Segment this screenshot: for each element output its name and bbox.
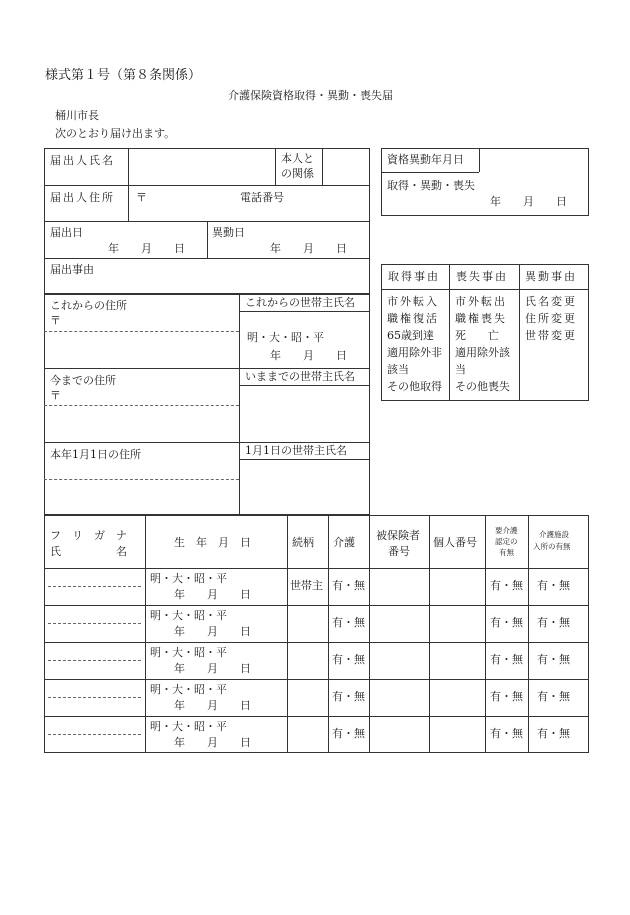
change-date-label: 異動日 (212, 226, 245, 239)
reason-header-change: 異動事由 (525, 270, 577, 283)
member-cert[interactable]: 有・無 (490, 653, 523, 666)
member-facility[interactable]: 有・無 (537, 727, 570, 740)
addressee: 桶川市長 (55, 109, 99, 122)
header-facility-line1: 介護施設 (539, 530, 569, 539)
phone-label: 電話番号 (240, 191, 284, 204)
acquire-reason-item[interactable]: その他取得 (387, 380, 442, 393)
member-birth-era[interactable]: 明・大・昭・平 (150, 572, 227, 585)
member-facility[interactable]: 有・無 (537, 579, 570, 592)
intro-text: 次のとおり届け出ます。 (55, 127, 176, 140)
jan-address-label: 本年1月1日の住所 (50, 448, 141, 461)
new-address-label: これからの住所 (50, 299, 127, 312)
member-birth-ymd[interactable]: 年 月 日 (174, 699, 251, 712)
acquire-reason-item[interactable]: 職権復活 (387, 312, 439, 325)
new-head-label: これからの世帯主氏名 (245, 296, 355, 309)
loss-reason-item[interactable]: 当 (455, 363, 466, 376)
relation-field[interactable] (324, 150, 368, 183)
applicant-address-field[interactable] (150, 187, 368, 219)
postal-mark: 〒 (50, 389, 61, 402)
member-relation: 世帯主 (290, 579, 323, 592)
member-cert[interactable]: 有・無 (490, 579, 523, 592)
member-care[interactable]: 有・無 (332, 727, 365, 740)
acquire-reason-item[interactable]: 該当 (387, 363, 409, 376)
header-name: 氏 名 (50, 545, 127, 558)
member-facility[interactable]: 有・無 (537, 690, 570, 703)
member-birth-ymd[interactable]: 年 月 日 (174, 736, 251, 749)
member-birth-era[interactable]: 明・大・昭・平 (150, 683, 227, 696)
member-birth-era[interactable]: 明・大・昭・平 (150, 609, 227, 622)
prev-address-field[interactable] (64, 387, 236, 440)
new-address-field[interactable] (64, 312, 236, 366)
acquire-reason-item[interactable]: 市外転入 (387, 295, 439, 308)
relation-label-line2: の関係 (281, 167, 314, 180)
header-care: 介護 (333, 536, 355, 549)
reason-label: 届出事由 (50, 263, 94, 276)
filing-date-label: 届出日 (50, 226, 83, 239)
member-care[interactable]: 有・無 (332, 690, 365, 703)
change-reason-item[interactable]: 世帯変更 (525, 329, 577, 342)
change-date-ymd[interactable]: 年 月 日 (270, 242, 347, 255)
member-cert[interactable]: 有・無 (490, 616, 523, 629)
postal-mark: 〒 (136, 191, 147, 204)
loss-reason-item[interactable]: 職権喪失 (455, 312, 507, 325)
jan-address-field[interactable] (46, 463, 236, 513)
member-birth-era[interactable]: 明・大・昭・平 (150, 646, 227, 659)
loss-reason-item[interactable]: 市外転出 (455, 295, 507, 308)
member-birth-era[interactable]: 明・大・昭・平 (150, 720, 227, 733)
jan-head-field[interactable] (241, 461, 368, 513)
loss-reason-item[interactable]: 適用除外該 (455, 346, 510, 359)
member-birth-ymd[interactable]: 年 月 日 (174, 625, 251, 638)
applicant-name-field[interactable] (130, 150, 273, 183)
filing-date-ymd[interactable]: 年 月 日 (108, 242, 185, 255)
qualification-type-label[interactable]: 取得・異動・喪失 (387, 179, 475, 192)
member-care[interactable]: 有・無 (332, 653, 365, 666)
header-cert-line2: 認定の (495, 537, 518, 546)
applicant-address-label: 届出人住所 (50, 191, 115, 204)
change-reason-item[interactable]: 住所変更 (525, 312, 577, 325)
member-birth-ymd[interactable]: 年 月 日 (174, 588, 251, 601)
applicant-name-label: 届出人氏名 (50, 154, 115, 167)
header-cert-line3: 有無 (499, 548, 514, 557)
relation-label-line1: 本人と (281, 152, 314, 165)
header-facility-line2: 入所の有無 (533, 542, 571, 551)
prev-head-field[interactable] (241, 387, 368, 440)
member-birth-ymd[interactable]: 年 月 日 (174, 662, 251, 675)
qualification-date-label: 資格異動年月日 (387, 153, 464, 166)
member-care[interactable]: 有・無 (332, 616, 365, 629)
form-number: 様式第１号（第８条関係） (45, 68, 202, 83)
header-cert-line1: 要介護 (495, 526, 518, 535)
header-insured-line2: 番号 (388, 545, 410, 558)
acquire-reason-item[interactable]: 65歳到達 (387, 329, 434, 342)
acquire-reason-item[interactable]: 適用除外非 (387, 346, 442, 359)
jan-head-label: 1月1日の世帯主氏名 (245, 444, 347, 457)
header-furigana: フ リ ガ ナ (50, 529, 127, 542)
prev-head-label: いままでの世帯主氏名 (245, 370, 355, 383)
loss-reason-item[interactable]: 死 亡 (455, 329, 499, 342)
member-facility[interactable]: 有・無 (537, 616, 570, 629)
qualification-ymd[interactable]: 年 月 日 (490, 195, 567, 208)
member-cert[interactable]: 有・無 (490, 727, 523, 740)
prev-address-label: 今までの住所 (50, 374, 116, 387)
form-title: 介護保険資格取得・異動・喪失届 (228, 89, 393, 102)
member-care[interactable]: 有・無 (332, 579, 365, 592)
reason-header-loss: 喪失事由 (456, 270, 508, 283)
change-reason-item[interactable]: 氏名変更 (525, 295, 577, 308)
loss-reason-item[interactable]: その他喪失 (455, 380, 510, 393)
member-facility[interactable]: 有・無 (537, 653, 570, 666)
header-relation: 続柄 (292, 536, 314, 549)
reason-field[interactable] (46, 278, 368, 292)
reason-header-acquire: 取得事由 (388, 270, 440, 283)
member-cert[interactable]: 有・無 (490, 690, 523, 703)
new-head-ymd[interactable]: 年 月 日 (270, 349, 347, 362)
postal-mark: 〒 (50, 314, 61, 327)
header-insured-line1: 被保険者 (376, 529, 420, 542)
header-personal-number: 個人番号 (433, 536, 477, 549)
new-head-era[interactable]: 明・大・昭・平 (247, 331, 324, 344)
header-birth: 生 年 月 日 (174, 536, 251, 549)
